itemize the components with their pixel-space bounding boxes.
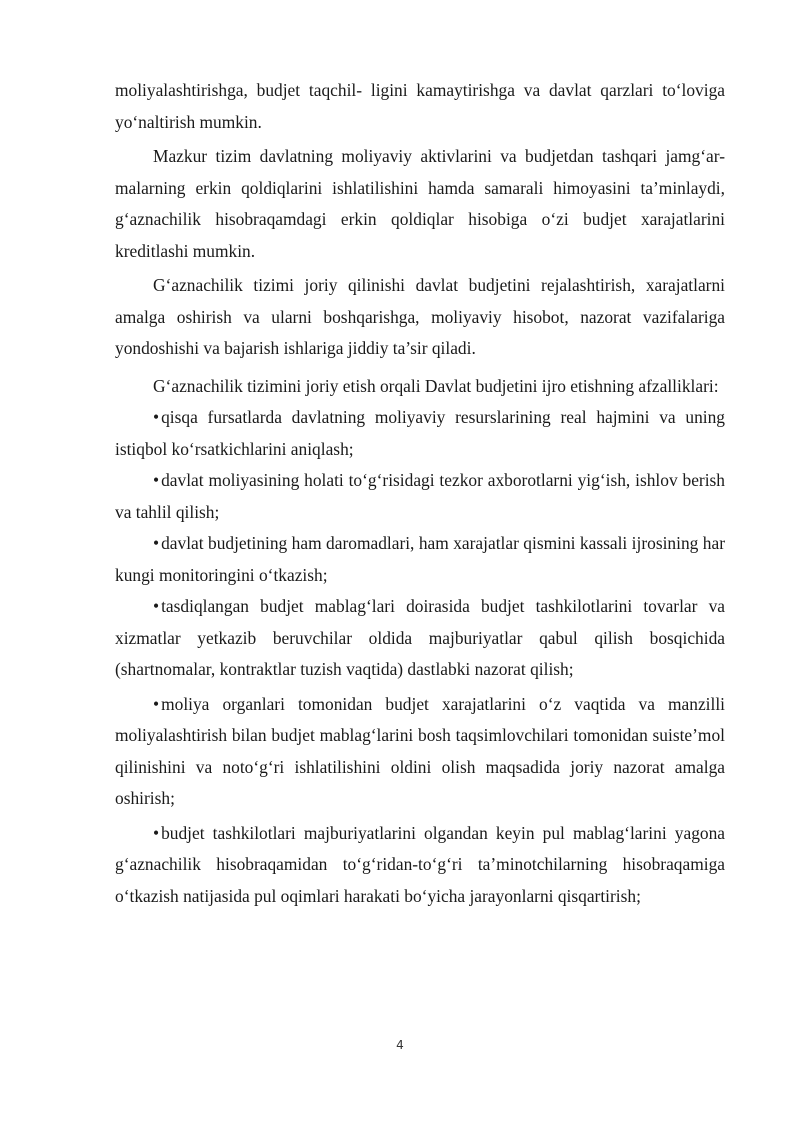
bullet-item [115,591,725,686]
paragraph-continuation: moliyalashtirishga, budjet taqchil- ligini kamaytirishga va davlat qarzlari to‘loviga yo‘naltirish mumkin. [115,80,725,132]
bullet-text: qisqa fursatlarda davlatning moliyaviy resurslarining real hajmini va uning istiqbol ko‘rsatkichlarini aniqlash; [115,407,725,459]
page-number: 4 [396,1038,404,1052]
bullet-icon: • [153,533,160,553]
paragraph-afzalliklar: G‘aznachilik tizimini joriy etish orqali Davlat budjetini ijro etishning afzalliklari: [153,375,719,396]
bullet-icon: • [153,693,160,714]
bullet-icon: • [153,596,160,616]
bullet-icon: • [153,407,160,427]
bullet-item [115,818,725,913]
bullet-text: davlat budjetining ham daromadlari, ham xarajatlar qismini kassali ijrosining har kungi monitoringini o‘tkazish; [115,533,725,585]
document-page [115,75,725,912]
bullet-item [115,402,725,465]
bullet-text: moliya organlari tomonidan budjet xarajatlarini o‘z vaqtida va manzilli moliyalashtirish bilan budjet mablag‘larini bosh taqsimlovchilari tomonidan suiste’mol qilinishini va noto‘g‘ri ishlatilishini oldini olish maqsadida joriy nazorat amalga oshirish; [115,693,725,808]
bullet-text: tasdiqlangan budjet mablag‘lari doirasida budjet tashkilotlarini tovarlar va xizmatlar yetkazib beruvchilar oldida majburiyatlar qabul qilish bosqichida (shartnomalar, kontraktlar tuzish vaqtida) dastlabki nazorat qilish; [115,596,725,679]
paragraph-tizim: Mazkur tizim davlatning moliyaviy aktivlarini va budjetdan tashqari jamg‘ar-malarning erkin qoldiqlarini ishlatilishini hamda samarali himoyasini ta’minlaydi, g‘aznachilik hisobraqamdagi erkin qoldiqlar hisobiga o‘zi budjet xarajatlarini kreditlashi mumkin. [115,146,725,261]
bullet-text: budjet tashkilotlari majburiyatlarini olgandan keyin pul mablag‘larini yagona g‘aznachilik hisobraqamidan to‘g‘ridan-to‘g‘ri ta’minotchilarning hisobraqamiga o‘tkazish natijasida pul oqimlari harakati bo‘yicha jarayonlarni qisqartirish; [115,822,725,906]
paragraph-joriy: G‘aznachilik tizimi joriy qilinishi davlat budjetini rejalashtirish, xarajatlarni amalga oshirish va ularni boshqarishga, moliyaviy hisobot, nazorat vazifalariga yondoshishi va bajarish ishlariga jiddiy ta’sir qiladi. [115,275,725,358]
bullet-item [115,689,725,815]
bullet-icon: • [153,470,160,490]
bullet-text: davlat moliyasining holati to‘g‘risidagi tezkor axborotlarni yig‘ish, ishlov berish va tahlil qilish; [115,470,725,522]
bullet-item [115,465,725,528]
bullet-item [115,528,725,591]
bullet-icon: • [153,822,160,843]
